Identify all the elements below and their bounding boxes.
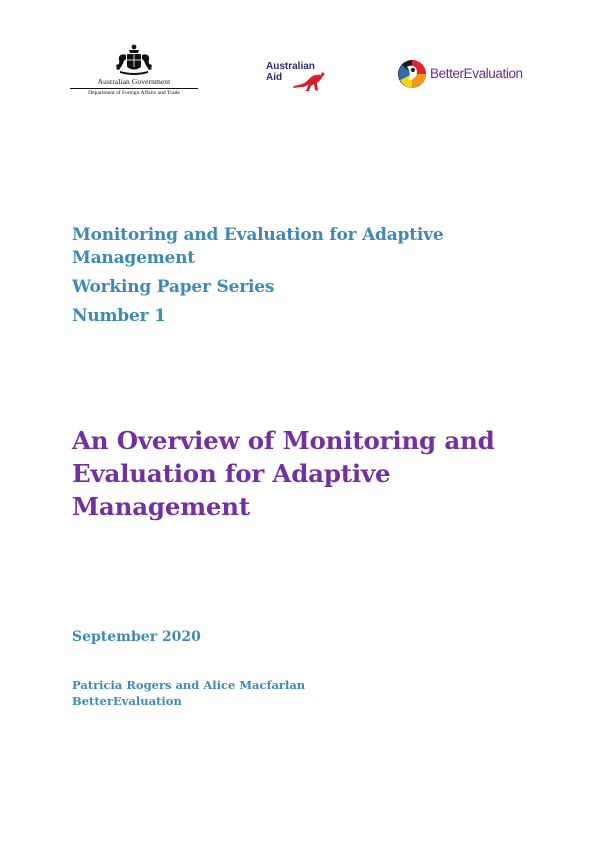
better-evaluation-logo	[397, 58, 537, 90]
logo-bar	[0, 44, 595, 104]
department-name: Department of Foreign Affairs and Trade	[88, 90, 180, 96]
series-block	[72, 224, 512, 328]
government-divider	[70, 88, 198, 89]
australian-aid-logo	[266, 62, 332, 94]
series-type: Working Paper Series	[72, 277, 275, 297]
publication-date: September 2020	[72, 629, 201, 645]
document-title: An Overview of Monitoring and Evaluation for Adaptive Management	[72, 426, 495, 521]
better-evaluation-name: BetterEvaluation	[430, 66, 523, 81]
aid-line-1: Australian	[266, 61, 315, 72]
australian-government-logo	[70, 44, 198, 100]
coat-of-arms-icon	[112, 44, 156, 76]
series-name: Monitoring and Evaluation for Adaptive Management	[72, 225, 444, 268]
authors-block	[72, 677, 305, 709]
series-number: Number 1	[72, 306, 166, 326]
author-names: Patricia Rogers and Alice Macfarlan	[72, 678, 306, 692]
aid-line-2: Aid	[266, 71, 283, 83]
kangaroo-icon	[292, 70, 326, 92]
better-evaluation-mark-icon	[397, 58, 429, 90]
author-organization: BetterEvaluation	[72, 694, 182, 708]
government-name: Australian Government	[97, 77, 171, 86]
